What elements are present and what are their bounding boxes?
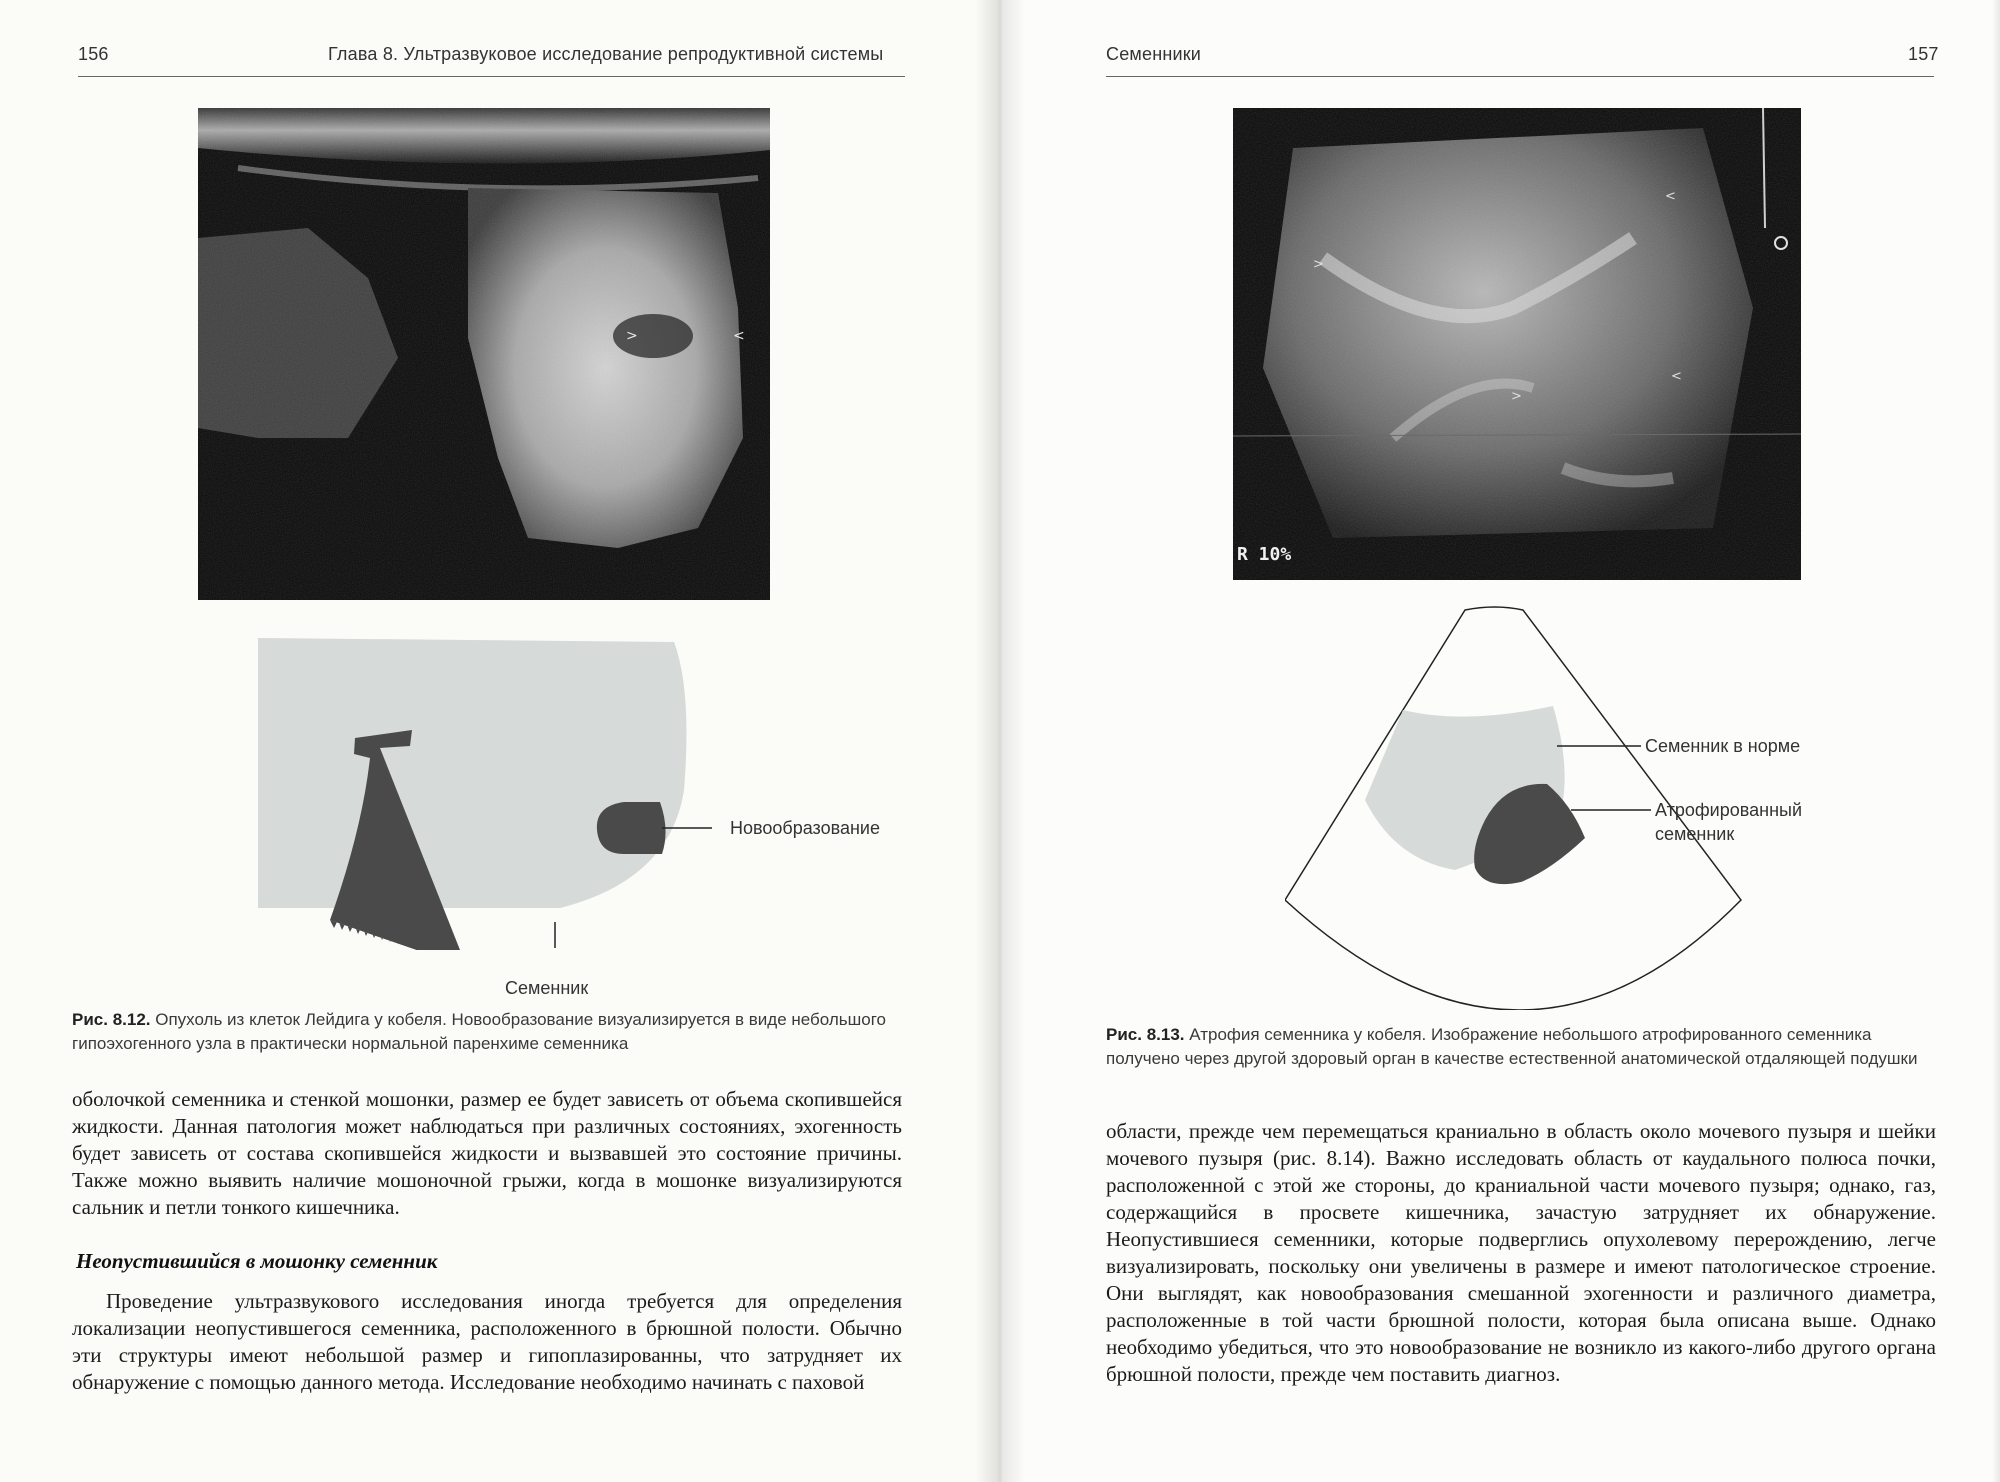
label-testis: Семенник	[505, 978, 589, 998]
svg-text:>: >	[626, 328, 638, 344]
label-normal-testis: Семенник в норме	[1645, 736, 1801, 756]
running-header: Глава 8. Ультразвуковое исследование репродуктивной системы	[328, 44, 884, 64]
svg-text:>: >	[1511, 389, 1522, 404]
right-page	[1000, 0, 2000, 1482]
ultrasound-scan-graphic	[198, 108, 770, 600]
body-paragraph: области, прежде чем перемещаться краниально в область около мочевого пузыря и шейки мочевого пузыря (рис. 8.14). Важно исследовать область от каудального полюса почки, расположенной с этой же стороны, до краниальной части мочевого пузыря; однако, газ, содержащийся в просвете кишечника, зачастую затрудняет их обнаружение. Неопустившиеся семенники, которые подверглись опухолевому перерождению, легче визуализировать, поскольку они увеличены в размере и имеют патологическое строение. Они выглядят, как новообразования смешанной эхогенности и различного диаметра, расположенные в той части брюшной полости, которая была описана выше. Однако необходимо убедиться, что это новообразование не возникло из какого-либо другого органа брюшной полости, прежде чем поставить диагноз.	[1106, 1119, 1936, 1386]
svg-text:<: <	[1671, 369, 1682, 384]
testis-shape	[258, 638, 686, 908]
neoplasm-shape	[597, 802, 666, 854]
header-rule	[1106, 76, 1934, 77]
caption-label: Рис. 8.12.	[72, 1010, 156, 1029]
figure-caption-8-13	[1106, 1023, 1936, 1071]
body-paragraph-2: Проведение ультразвукового исследования иногда требуется для определения локализации неопустившегося семенника, расположенного в брюшной полости. Обычно эти структуры имеют небольшой размер и гипоплазированны, что затрудняет их обнаружение с помощью данного метода. Исследование необходимо начинать с паховой	[72, 1289, 902, 1394]
schematic-diagram-8-12	[250, 630, 770, 950]
running-header: Семенники	[1106, 44, 1202, 64]
label-neoplasm: Новообразование	[730, 818, 880, 838]
ultrasound-overlay-text: R 10%	[1237, 544, 1292, 565]
caption-text: Опухоль из клеток Лейдига у кобеля. Новообразование визуализируется в виде небольшого гипоэхогенного узла в практически нормальной паренхиме семенника	[72, 1010, 886, 1053]
caption-label: Рис. 8.13.	[1106, 1025, 1190, 1044]
header-rule	[78, 76, 905, 77]
svg-text:<: <	[733, 328, 745, 344]
body-paragraph-1: оболочкой семенника и стенкой мошонки, размер ее будет зависеть от объема скопившейся жидкости. Данная патология может наблюдаться при различных состояниях, эхогенность будет зависеть от состава скопившейся жидкости и вызвавшей это состояние причины. Также можно выявить наличие мошоночной грыжи, когда в мошонке визуализируются сальник и петли тонкого кишечника.	[72, 1087, 902, 1219]
section-subheading: Неопустившийся в мошонку семенник	[76, 1249, 438, 1273]
ultrasound-image-8-12	[198, 108, 770, 600]
book-gutter	[975, 0, 1025, 1482]
svg-text:>: >	[1313, 257, 1324, 272]
label-atrophied-testis: Атрофированный семенник	[1655, 800, 1803, 844]
caption-text: Атрофия семенника у кобеля. Изображение небольшого атрофированного семенника получено через другой здоровый орган в качестве естественной анатомической отдаляющей подушки	[1106, 1025, 1918, 1068]
page-number: 156	[78, 44, 109, 64]
ultrasound-scan-graphic	[1233, 108, 1801, 580]
svg-text:<: <	[1665, 189, 1676, 204]
page-number: 157	[1908, 44, 1939, 64]
figure-caption-8-12	[72, 1008, 902, 1056]
ultrasound-image-8-13	[1233, 108, 1801, 580]
